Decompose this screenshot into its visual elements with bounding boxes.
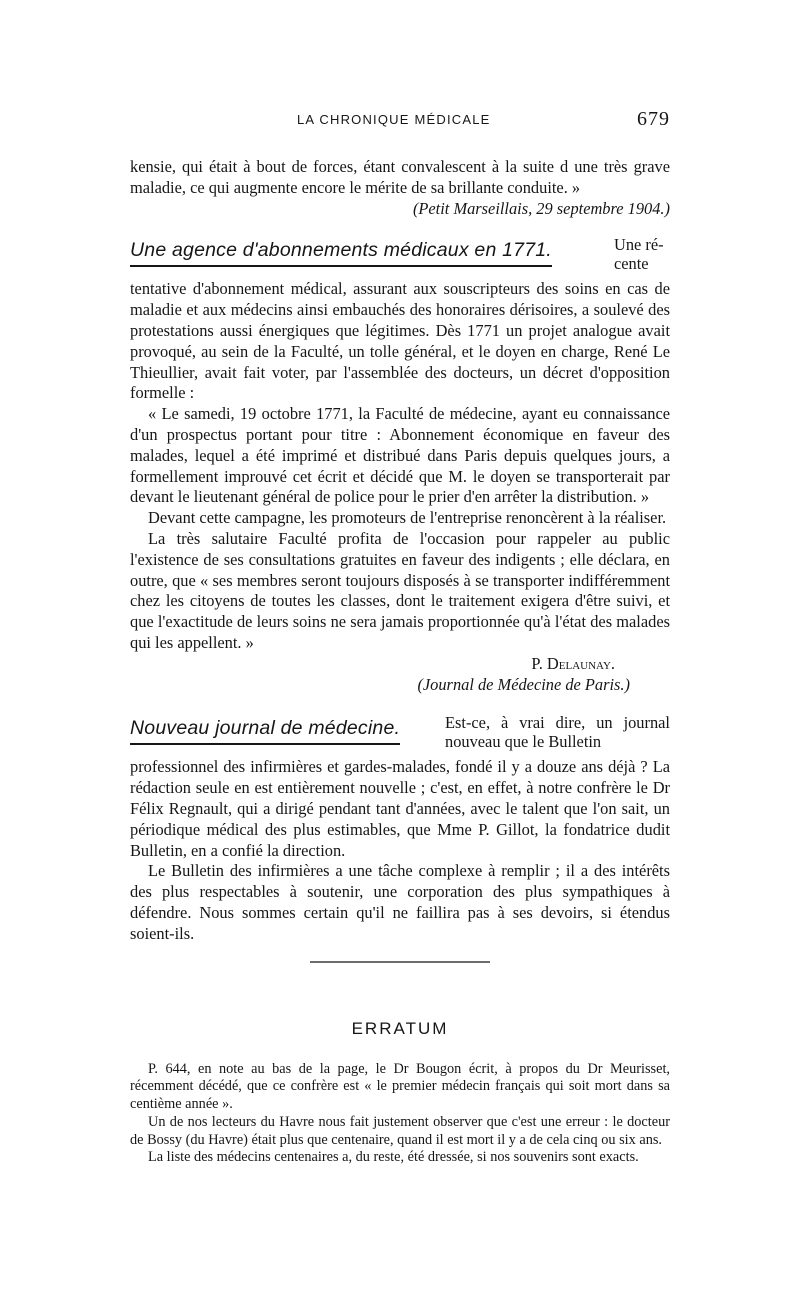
paragraph: P. 644, en note au bas de la page, le Dr Bougon écrit, à propos du Dr Meurisset, récemment décédé, que ce confrère est « le premier médecin français qui soit mort dans sa centième année ». (130, 1060, 670, 1113)
section-heading-agence (130, 235, 670, 279)
erratum-title: ERRATUM (351, 1018, 449, 1038)
page-number: 679 (637, 108, 670, 130)
section-lead-in: Une ré- cente (614, 235, 664, 274)
erratum-body (130, 1061, 670, 1168)
paragraph: La très salutaire Faculté profita de l'occasion pour rappeler au public l'existence de ses consultations gratuites en faveur des indigents ; elle déclara, en outre, que « ses membres seront toujours disposés à se transporter indifféremment chez les citoyens de toutes les classes, dont le traitement exigera d'être suivi, et que l'exactitude de leurs soins ne sera jamais proportionnée qu'à l'état des malades qui les appellent. » (130, 528, 670, 652)
intro-paragraph: kensie, qui était à bout de forces, étant convalescent à la suite d une très grave maladie, ce qui augmente encore le mérite de sa brillante conduite. » (130, 157, 670, 197)
section-heading-journal (130, 713, 670, 757)
article-source: (Journal de Médecine de Paris.) (417, 674, 630, 694)
paragraph: Un de nos lecteurs du Havre nous fait justement observer que c'est une erreur : le docteur de Bossy (du Havre) était plus que centenaire, quand il est mort il y a de cela cinq ou six ans. (130, 1113, 670, 1148)
paragraph: tentative d'abonnement médical, assurant aux souscripteurs des soins en cas de maladie et aux médecins ainsi embauchés des honoraires dérisoires, a soulevé des protestations aussi énergiques que légitimes. Dès 1771 un projet analogue avait provoqué, au sein de la Faculté, un tolle général, et le doyen en charge, René Le Thieullier, avait fait voter, par l'assemblée des docteurs, un décret d'opposition formelle : (130, 279, 670, 403)
author-signature: P. Delaunay. (531, 653, 615, 673)
running-header (130, 108, 670, 138)
quoted-decree: « Le samedi, 19 octobre 1771, la Faculté de médecine, ayant eu connaissance d'un prospectus portant pour titre : Abonnement économique en faveur des malades, lequel a été imprimé et distribué dans Paris depuis quelques jours, a formellement improuvé cet écrit et décidé que M. le doyen se transporterait par devant le lieutenant général de police pour le prier d'en arrêter la distribution. » (130, 404, 670, 507)
section-title: Une agence d'abonnements médicaux en 1771. (130, 239, 552, 267)
section-divider (130, 953, 670, 971)
paragraph: Devant cette campagne, les promoteurs de l'entreprise renoncèrent à la réaliser. (148, 508, 667, 528)
section-title: Nouveau journal de médecine. (130, 717, 400, 745)
section-lead-in: Est-ce, à vrai dire, un journal nouveau que le Bulletin (445, 713, 670, 752)
paragraph: La liste des médecins centenaires a, du reste, été dressée, si nos souvenirs sont exacts. (148, 1149, 639, 1166)
rule-ornament (310, 958, 490, 966)
body-text (130, 157, 670, 1167)
paragraph: professionnel des infirmières et gardes-malades, fondé il y a douze ans déjà ? La rédaction seule en est entièrement nouvelle ; c'est, en effet, à notre confrère le Dr Félix Regnault, qui a dirigé pendant tant d'années, avec le talent que l'on sait, un périodique médical des plus estimables, que Mme P. Gillot, la fondatrice dudit Bulletin, en a confié la direction. (130, 757, 670, 860)
paragraph: Le Bulletin des infirmières a une tâche complexe à remplir ; il a des intérêts des plus respectables à soutenir, une corporation des plus sympathiques à défendre. Nous sommes certain qu'il ne faillira pas à ses devoirs, si étendus soient-ils. (130, 861, 670, 943)
journal-title: LA CHRONIQUE MÉDICALE (297, 112, 491, 127)
intro-source: (Petit Marseillais, 29 septembre 1904.) (412, 198, 670, 218)
